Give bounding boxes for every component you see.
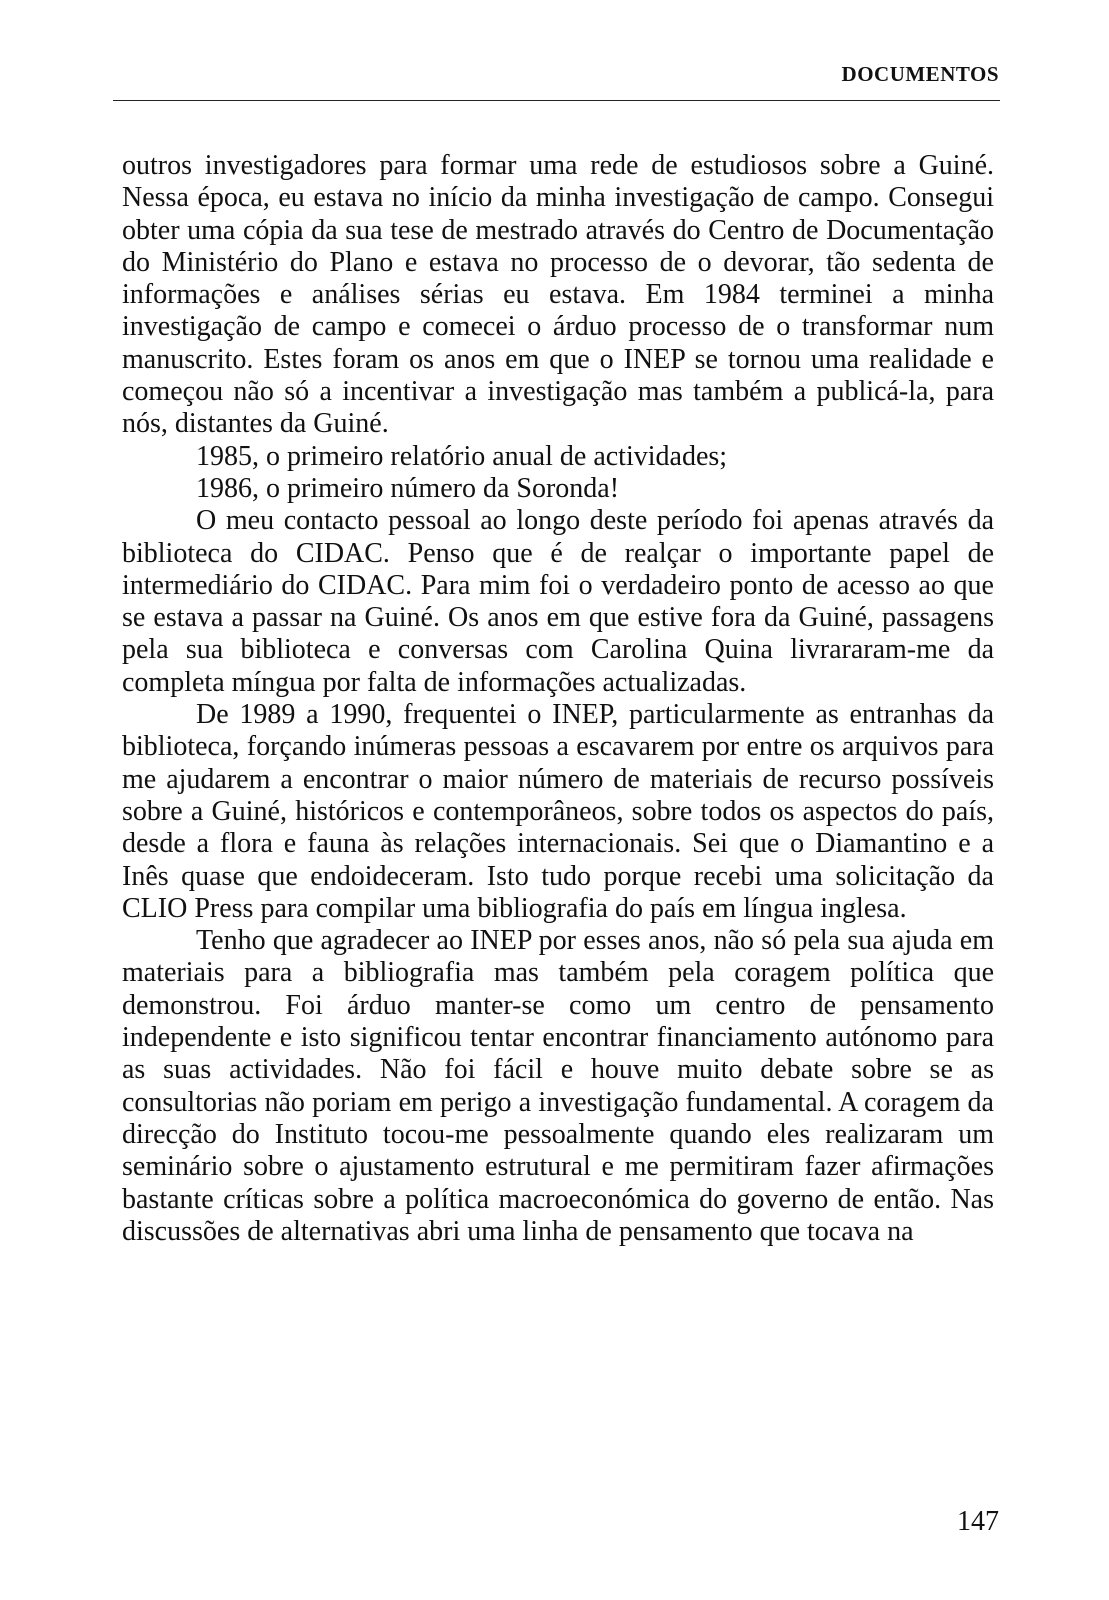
body-text xyxy=(122,150,994,1248)
paragraph-continuation: outros investigadores para formar uma rede de estudiosos sobre a Guiné. Nessa época, eu estava no início da minha investigação de campo. Consegui obter uma cópia da sua tese de mestrado através do Centro de Documentação do Ministério do Plano e estava no processo de o devorar, tão sedenta de informações e análises sérias eu estava. Em 1984 terminei a minha investigação de campo e comecei o árduo processo de o transformar num manuscrito. Estes foram os anos em que o INEP se tornou uma realidade e começou não só a incentivar a investigação mas também a publicá-la, para nós, distantes da Guiné. xyxy=(122,150,994,440)
paragraph-list-item-1986: 1986, o primeiro número da Soronda! xyxy=(196,472,620,504)
page-number: 147 xyxy=(957,1506,999,1537)
paragraph-acknowledgement: Tenho que agradecer ao INEP por esses anos, não só pela sua ajuda em materiais para a bibliografia mas também pela coragem política que demonstrou. Foi árduo manter-se como um centro de pensamento independente e isto significou tentar encontrar financiamento autónomo para as suas actividades. Não foi fácil e houve muito debate sobre se as consultorias não poriam em perigo a investigação fundamental. A coragem da direcção do Instituto tocou-me pessoalmente quando eles realizaram um seminário sobre o ajustamento estrutural e me permitiram fazer afirmações bastante críticas sobre a política macroeconómica do governo de então. Nas discussões de alternativas abri uma linha de pensamento que tocava na xyxy=(122,925,994,1247)
paragraph-inep-library: De 1989 a 1990, frequentei o INEP, particularmente as entranhas da biblioteca, forçando inúmeras pessoas a escavarem por entre os arquivos para me ajudarem a encontrar o maior número de materiais de recurso possíveis sobre a Guiné, históricos e contemporâneos, sobre todos os aspectos do país, desde a flora e fauna às relações internacionais. Sei que o Diamantino e a Inês quase que endoideceram. Isto tudo porque recebi uma solicitação da CLIO Press para compilar uma bibliografia do país em língua inglesa. xyxy=(122,699,994,924)
header-rule xyxy=(113,100,1000,101)
running-header-title: DOCUMENTOS xyxy=(841,62,999,86)
paragraph-list-item-1985: 1985, o primeiro relatório anual de actividades; xyxy=(196,440,728,472)
paragraph-cidac-contact: O meu contacto pessoal ao longo deste período foi apenas através da biblioteca do CIDAC. Penso que é de realçar o importante papel de intermediário do CIDAC. Para mim foi o verdadeiro ponto de acesso ao que se estava a passar na Guiné. Os anos em que estive fora da Guiné, passagens pela sua biblioteca e conversas com Carolina Quina livrararam-me da completa míngua por falta de informações actualizadas. xyxy=(122,505,994,698)
